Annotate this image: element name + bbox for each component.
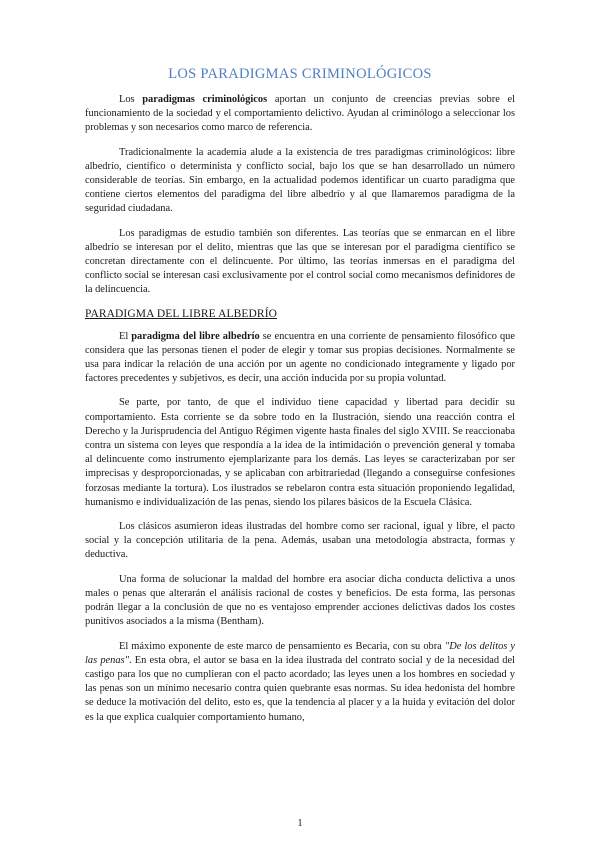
section-p1-bold: paradigma del libre albedrío (131, 330, 260, 342)
section-paragraph-5 (85, 640, 515, 725)
intro-p1-bold: paradigmas criminológicos (142, 94, 268, 105)
section-paragraph-2: Se parte, por tanto, de que el individuo tiene capacidad y libertad para decidir su comportamiento. Esta corriente se da sobre todo en la Ilustración, siendo una reacción contra el Derecho y la Jurisprudencia del Antiguo Régimen vigente hasta finales del siglo XVIII. Se reaccionaba contra un sistema con leyes que respondía a la idea de la intimidación o prevención general y tomaba al delincuente como instrumento ejemplarizante para los demás. Las leyes se caracterizaban por ser imprecisas y desproporcionadas, y se aplicaban con arbitrariedad (llegando a conseguirse confesiones forzosas mediante la tortura). Los ilustrados se rebelaron contra esta situación proponiendo legalidad, humanismo e individualización de las penas, siendo los pilares básicos de la Escuela Clásica. (85, 397, 515, 508)
section-p5-pre: El máximo exponente de este marco de pensamiento es Becaria, con su obra (119, 640, 445, 652)
section-paragraph-4: Una forma de solucionar la maldad del hombre era asociar dicha conducta delictiva a unos males o penas que alterarán el análisis racional de costes y beneficios. De esta forma, las personas podrán llegar a la conclusión de que no es ventajoso emprender acciones delictivas dados los costes punitivos asociados a la misma (Bentham). (85, 573, 515, 628)
intro-paragraph-3: Los paradigmas de estudio también son diferentes. Las teorías que se enmarcan en el libre albedrío se interesan por el delito, mientras que las que se interesan por el paradigma científico se concretan directamente con el delincuente. Por último, las teorías inmersas en el paradigma del conflicto social se interesan casi exclusivamente por el control social como mecanismos definidores de la delincuencia. (85, 227, 515, 296)
intro-p1-pre: Los (119, 94, 143, 105)
page-number: 1 (297, 818, 303, 829)
section-p5-post: . En esta obra, el autor se basa en la idea ilustrada del contrato social y de la necesidad del castigo para los que no cumplieran con el pacto acordado; las leyes unen a los hombres en sociedad y las penas son un mínimo necesario contra quien quebrante esas normas. Su idea hedonista del hombre se deduce la motivación del delito, esto es, que la tendencia al placer y a la huida y evitación del dolor es la que explica cualquier comportamiento humano, (85, 654, 515, 723)
document-page (85, 66, 515, 735)
intro-paragraph-1 (85, 93, 515, 136)
section-paragraph-1 (85, 330, 515, 387)
intro-p1-post: aportan un conjunto de creencias previas sobre el funcionamiento de la sociedad y el comportamiento delictivo. Ayudan al criminólogo a seleccionar los problemas y son necesarios como marco de referencia. (85, 94, 516, 134)
intro-paragraph-2: Tradicionalmente la academia alude a la existencia de tres paradigmas criminológicos: libre albedrío, científico o determinista y conflicto social, bajo los que se han desarrollado un número considerable de teorías. Sin embargo, en la actualidad podemos identificar un cuarto paradigma que contiene ciertos elementos del paradigma del libre albedrío y al que llamaremos paradigma de la seguridad ciudadana. (85, 146, 515, 215)
section-p5-italic: "De los delitos y las penas" (85, 640, 515, 666)
document-title: LOS PARADIGMAS CRIMINOLÓGICOS (168, 66, 432, 82)
section-paragraph-3: Los clásicos asumieron ideas ilustradas del hombre como ser racional, igual y libre, el pacto social y la concepción utilitaria de la pena. Además, usaban una metodología abstracta, formas y deductiva. (85, 521, 515, 561)
section-heading-libre-albedrio: PARADIGMA DEL LIBRE ALBEDRÍO (85, 307, 278, 320)
section-p1-post: se encuentra en una corriente de pensamiento filosófico que considera que las personas tienen el poder de elegir y tomar sus propias decisiones. Normalmente se usa para indicar la relación de una acción por un agente no condicionado íntegramente y ligado por factores precedentes y subjetivos, es decir, una acción inducida por su propia voluntad. (85, 330, 515, 385)
section-p1-pre: El (119, 330, 132, 342)
